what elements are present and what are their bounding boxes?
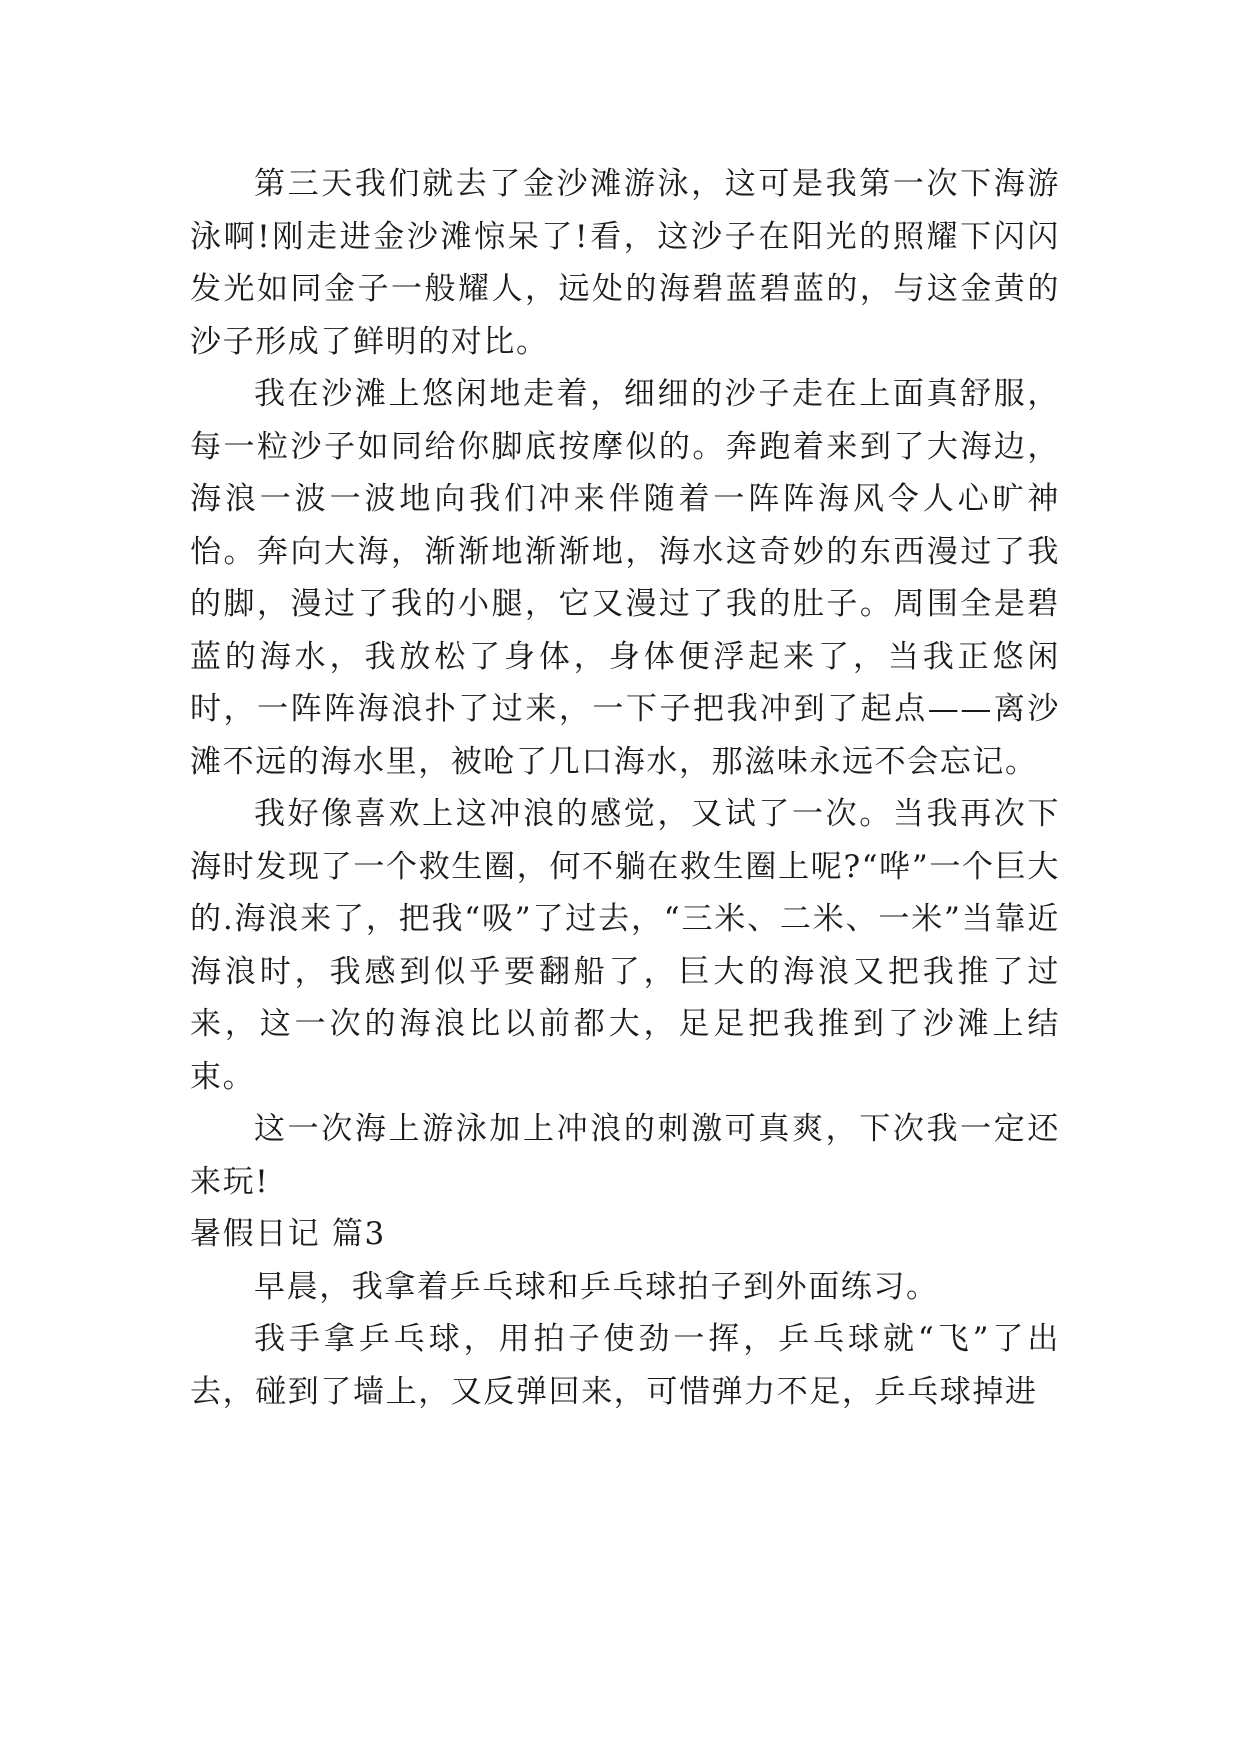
paragraph-morning-ping-pong: 早晨，我拿着乒乓球和乒乓球拍子到外面练习。 xyxy=(254,1268,939,1305)
paragraph-golden-beach: 第三天我们就去了金沙滩游泳，这可是我第一次下海游泳啊!刚走进金沙滩惊呆了!看，这沙子在阳光的照耀下闪闪发光如同金子一般耀人，远处的海碧蓝碧蓝的，与这金黄的沙子形成了鲜明的对比。 xyxy=(190,166,1060,360)
section-heading: 暑假日记 篇3 xyxy=(190,1216,386,1252)
paragraph-conclusion: 这一次海上游泳加上冲浪的刺激可真爽，下次我一定还来玩! xyxy=(190,1111,1060,1200)
paragraph-surfing: 我好像喜欢上这冲浪的感觉，又试了一次。当我再次下海时发现了一个救生圈，何不躺在救生圈上呢?“哗”一个巨大的.海浪来了，把我“吸”了过去，“三米、二米、一米”当靠近海浪时，我感到似乎要翻船了，巨大的海浪又把我推了过来，这一次的海浪比以前都大，足足把我推到了沙滩上结束。 xyxy=(190,796,1060,1095)
paragraph-ping-pong-practice: 我手拿乒乓球，用拍子使劲一挥，乒乓球就“飞”了出去，碰到了墙上，又反弹回来，可惜弹力不足，乒乓球掉进 xyxy=(190,1321,1060,1410)
paragraph-walking-on-beach: 我在沙滩上悠闲地走着，细细的沙子走在上面真舒服，每一粒沙子如同给你脚底按摩似的。奔跑着来到了大海边，海浪一波一波地向我们冲来伴随着一阵阵海风令人心旷神怡。奔向大海，渐渐地渐渐地，海水这奇妙的东西漫过了我的脚，漫过了我的小腿，它又漫过了我的肚子。周围全是碧蓝的海水，我放松了身体，身体便浮起来了，当我正悠闲时，一阵阵海浪扑了过来，一下子把我冲到了起点——离沙滩不远的海水里，被呛了几口海水，那滋味永远不会忘记。 xyxy=(190,376,1060,780)
document-body xyxy=(190,158,1060,1418)
